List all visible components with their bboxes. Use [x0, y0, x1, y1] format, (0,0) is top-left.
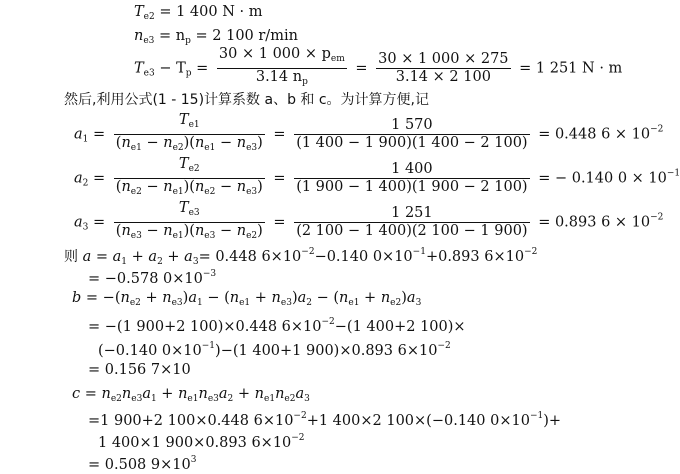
equation-a-result: = −0.578 $0\times 10^{-3}$ — [88, 269, 217, 287]
equation-c-result: = 0.508 $9\times 10^3$ — [88, 455, 197, 473]
equation-b-definition: $b = -(n_{e2} + n_{e3})a_1 - (n_{e1} + n_{e3})a_2 - (n_{e1} + n_{e2})a_3$ — [72, 290, 422, 308]
equation-c-definition: $c = n_{e2}n_{e3}a_1 + n_{e1}n_{e3}a_2 + n_{e1}n_{e2}a_3$ — [72, 386, 310, 404]
fraction-a1-symbolic: $\frac{T_{e1}}{(n_{e1} - n_{e2})(n_{e1} - n_{e3})}$ — [114, 112, 265, 157]
fraction-a2-numeric: $\frac{1 400}{(1 900 - 1 400)(1 900 - 2 100)}$ — [296, 161, 528, 195]
equation-ne3: $n_{e3} = n_p = 2$ 100 r/min — [134, 28, 298, 46]
fraction-a3-symbolic: $\frac{T_{e3}}{(n_{e3} - n_{e1})(n_{e3} - n_{e2})}$ — [114, 200, 265, 245]
equation-a-sum: 则 $a = a_1 + a_2 + a_3= 0.448$ $6\times 10^{-2}-0.140$ $0\times 10^{-1}+0.893$ $6\times 10^{-2}$ — [64, 247, 538, 267]
intro-text: 然后,利用公式(1 - 15)计算系数 a、b 和 c。为计算方便,记 — [64, 92, 430, 108]
equation-te3: $T_{e3} - T_p$ = $\frac{30 \times 1 000 \times p_{em}}{3.14 n_p}$ = $\frac{30 \times 1 000 \times 275}{3.14 \times 2 100}$ = 1 251 N · m — [134, 46, 622, 91]
fraction-te3-symbolic: $\frac{30 \times 1 000 \times p_{em}}{3.14 n_p}$ — [217, 46, 347, 91]
equation-b-step1: = −(1 900+2 100)×0.448 $6\times 10^{-2}-(1$ 400+2 100)× — [88, 317, 466, 335]
equation-a3: $a_3$ = $\frac{T_{e3}}{(n_{e3} - n_{e1})(n_{e3} - n_{e2})}$ = $\frac{1 251}{(2 100 - 1 400)(2 100 - 1 900)}$ = 0.893 $6 \times 10^{-2}$ — [74, 200, 663, 245]
equation-te2: $T_{e2} = 1$ 400 N · m — [134, 4, 263, 22]
equation-b-step2: (−0.140 $0\times 10^{-1})-(1$ 400+1 900)×0.893 $6\times 10^{-2}$ — [98, 341, 451, 359]
equation-c-step1: =1 900+2 100×0.448 $6\times 10^{-2}+1$ 400×2 100×(−0.140 $0\times 10^{-1})+$ — [88, 411, 562, 429]
fraction-a3-numeric: $\frac{1 251}{(2 100 - 1 400)(2 100 - 1 900)}$ — [296, 205, 528, 239]
fraction-a2-symbolic: $\frac{T_{e2}}{(n_{e2} - n_{e1})(n_{e2} - n_{e3})}$ — [114, 156, 265, 201]
equation-c-step2: 1 400×1 900×0.893 $6\times 10^{-2}$ — [98, 433, 305, 451]
equation-a2: $a_2$ = $\frac{T_{e2}}{(n_{e2} - n_{e1})(n_{e2} - n_{e3})}$ = $\frac{1 400}{(1 900 - 1 400)(1 900 - 2 100)}$ = − 0.140 $0 \times 10^{-1}$ — [74, 156, 680, 201]
equation-a1: $a_1$ = $\frac{T_{e1}}{(n_{e1} - n_{e2})(n_{e1} - n_{e3})}$ = $\frac{1 570}{(1 400 - 1 900)(1 400 - 2 100)}$ = 0.448 $6 \times 10^{-2}$ — [74, 112, 663, 157]
fraction-a1-numeric: $\frac{1 570}{(1 400 - 1 900)(1 400 - 2 100)}$ — [296, 117, 528, 151]
fraction-te3-numeric: $\frac{30 \times 1 000 \times 275}{3.14 \times 2 100}$ — [378, 51, 509, 85]
equation-b-result: = 0.156 7×10 — [88, 362, 191, 378]
